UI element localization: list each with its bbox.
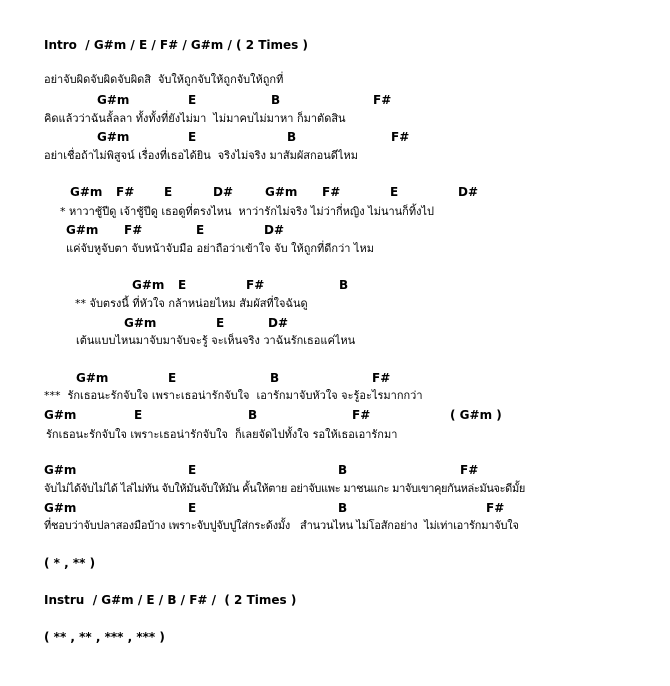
chord-label: B: [338, 463, 348, 477]
prechorus-lyric-2: เต้นแบบไหนมาจับมาจับจะรู้ จะเห็นจริง วาฉันรักเธอแค่ไหน: [76, 334, 356, 347]
chorus-lyric-2: รักเธอนะรักจับใจ เพราะเธอน่ารักจับใจ ก็เลยจัดไปทั้งใจ รอให้เธอเอารักมา: [46, 428, 398, 441]
chord-label: B: [270, 371, 280, 385]
chord-label: E: [168, 371, 177, 385]
verse2-lyric-2: แค่จับหูจับตา จับหน้าจับมือ อย่าถือว่าเข้าใจ จับ ให้ถูกที่ดีกว่า ไหม: [66, 242, 374, 255]
bridge-lyric-2: ที่ชอบว่าจับปลาสองมือบ้าง เพราะจับปูจับปูใส่กระด้งมั้ง สำนวนไหน ไม่โอสักอย่าง ไม่เท่าเอารักมาจับใจ: [44, 519, 519, 532]
chord-label: D#: [264, 223, 285, 237]
chord-label: E: [188, 463, 197, 477]
chord-label: F#: [372, 371, 391, 385]
chord-label: F#: [246, 278, 265, 292]
chord-label: E: [188, 93, 197, 107]
chord-label: E: [134, 408, 143, 422]
chord-label: F#: [391, 130, 410, 144]
bridge-lyric-1: จับไม่ได้จับไม่ได้ ไล่ไม่ทัน จับให้มันจับให้มัน คั้นให้ตาย อย่าจับแพะ มาชนแกะ มาจับเขาคุยกันหล่ะมันจะดีมั้ย: [44, 482, 525, 495]
chord-label: E: [178, 278, 187, 292]
chord-label: G#m: [44, 463, 77, 477]
chord-label: F#: [373, 93, 392, 107]
chord-label: B: [339, 278, 349, 292]
chord-label: G#m: [97, 93, 130, 107]
chord-label: E: [390, 185, 399, 199]
chord-label: B: [271, 93, 281, 107]
chord-label: G#m: [66, 223, 99, 237]
chord-label: G#m: [97, 130, 130, 144]
chord-label: E: [196, 223, 205, 237]
chord-label: F#: [352, 408, 371, 422]
chord-label: B: [248, 408, 258, 422]
chord-label: D#: [458, 185, 479, 199]
chord-label: ( G#m ): [450, 408, 502, 422]
chord-label: E: [188, 501, 197, 515]
verse2-lyric-1: * หาวาชู้ปีดู เจ้าชู้ปีดู เธอดูที่ตรงไหน หาว่ารักไม่จริง ไม่ว่ากี่หญิง ไม่นานก็ทิ้งไป: [60, 205, 434, 218]
chord-label: E: [164, 185, 173, 199]
chord-label: F#: [322, 185, 341, 199]
instrumental-line: Instru / G#m / E / B / F# / ( 2 Times ): [44, 593, 297, 607]
chord-label: F#: [124, 223, 143, 237]
chord-label: G#m: [70, 185, 103, 199]
chord-label: G#m: [44, 501, 77, 515]
prechorus-lyric-1: ** จับตรงนี้ ที่หัวใจ กล้าหน่อยไหม สัมผัสที่ใจฉันดู: [75, 297, 308, 310]
intro-line: Intro / G#m / E / F# / G#m / ( 2 Times ): [44, 38, 308, 52]
chord-label: G#m: [132, 278, 165, 292]
chord-label: B: [338, 501, 348, 515]
chord-label: G#m: [265, 185, 298, 199]
verse1-lyric-3: อย่าเชื่อถ้าไม่พิสูจน์ เรื่องที่เธอได้ยิน จริงไม่จริง มาสัมผัสกอนดีไหม: [44, 149, 358, 162]
chord-label: D#: [213, 185, 234, 199]
repeat-line-1: ( * , ** ): [44, 556, 96, 570]
chord-label: G#m: [44, 408, 77, 422]
chord-label: B: [287, 130, 297, 144]
repeat-line-2: ( ** , ** , *** , *** ): [44, 630, 165, 644]
chorus-lyric-1: *** รักเธอนะรักจับใจ เพราะเธอน่ารักจับใจ เอารักมาจับหัวใจ จะรู้อะไรมากกว่า: [44, 389, 423, 402]
chord-label: F#: [116, 185, 135, 199]
verse1-lyric-1: อย่าจับผิดจับผิดจับผิดสิ จับให้ถูกจับให้ถูกจับให้ถูกที่: [44, 73, 284, 86]
chord-label: F#: [486, 501, 505, 515]
chord-label: E: [216, 316, 225, 330]
chord-label: F#: [460, 463, 479, 477]
chord-label: E: [188, 130, 197, 144]
chord-label: D#: [268, 316, 289, 330]
chord-label: G#m: [124, 316, 157, 330]
verse1-lyric-2: คิดแล้วว่าฉันลั้ลลา ทั้งทั้งที่ยังไม่มา ไม่มาคบไม่มาหา ก็มาตัดสิน: [44, 112, 346, 125]
chord-label: G#m: [76, 371, 109, 385]
